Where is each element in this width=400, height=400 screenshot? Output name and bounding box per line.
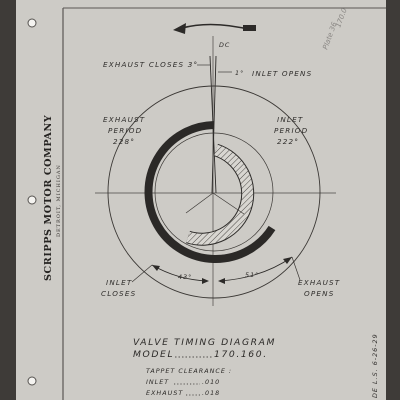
exhaust-closes-label: EXHAUST CLOSES 3° — [103, 60, 199, 69]
tappet-inlet-value: .010 — [202, 378, 221, 386]
pencil-note-1: Plate 36 — [321, 21, 339, 51]
drawing-stamp: DE L.S. 6-26-29 — [371, 333, 379, 398]
diagram-title: VALVE TIMING DIAGRAM — [133, 337, 277, 348]
tappet-exhaust-value: .018 — [202, 389, 221, 397]
inlet-closes-line1: INLET — [106, 278, 133, 287]
inlet-period-line2: PERIOD — [274, 126, 309, 135]
binder-hole-middle — [28, 196, 36, 204]
pencil-note-2: 170.0 — [334, 7, 349, 29]
binder-hole-bottom — [28, 377, 36, 385]
tappet-exhaust-label: EXHAUST — [146, 389, 184, 397]
inlet-opens-angle: 1° — [235, 69, 245, 77]
exhaust-opens-line1: EXHAUST — [298, 278, 341, 287]
model-label: MODEL — [133, 349, 175, 360]
inlet-closes-line2: CLOSES — [101, 289, 137, 298]
exhaust-opens-line2: OPENS — [304, 289, 335, 298]
angle-right-label: 51° — [245, 271, 260, 279]
tappet-inlet-label: INLET — [146, 378, 170, 386]
model-value: 170.160. — [214, 349, 268, 360]
company-name: SCRIPPS MOTOR COMPANY — [43, 114, 54, 281]
inlet-period-line1: INLET — [277, 115, 304, 124]
exhaust-period-line3: 228° — [113, 137, 136, 146]
exhaust-period-line2: PERIOD — [108, 126, 143, 135]
inlet-period-line3: 222° — [277, 137, 300, 146]
inlet-opens-label: INLET OPENS — [252, 69, 313, 78]
company-location: DETROIT, MICHIGAN — [56, 164, 62, 237]
tappet-heading: TAPPET CLEARANCE : — [146, 367, 233, 375]
exhaust-period-line1: EXHAUST — [103, 115, 146, 124]
angle-left-label: 43° — [178, 273, 193, 281]
dc-label: DC — [219, 41, 231, 49]
binder-hole-top — [28, 19, 36, 27]
rotation-arrow-tail — [243, 25, 256, 31]
